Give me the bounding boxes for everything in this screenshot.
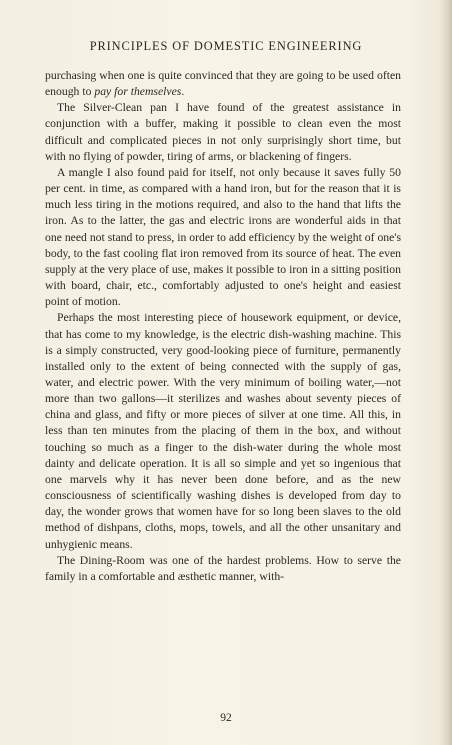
page-number: 92 [220, 712, 232, 724]
paragraph-1-text: purchasing when one is quite convinced that they are going to be used often enough to [45, 69, 401, 99]
paragraph-1-emphasis: pay for themselves [94, 85, 182, 99]
paragraph-3: A mangle I also found paid for itself, not only because it saves fully 50 per cent. in time, as compared with a hand iron, but for the reason that it is much less tiring in the motions required, and also to the hand that lifts the iron. As to the latter, the gas and electric irons are wonderful aids in that one need not stand to press, in order to add efficiency by the weight of one's body, to the fast cooling flat iron removed from its source of heat. The even supply at the very place of use, makes it possible to iron in a sitting position with board, chair, etc., comfortably adjusted to one's height and easiest point of motion. [45, 165, 401, 309]
paragraph-4: Perhaps the most interesting piece of housework equipment, or device, that has come to my knowledge, is the electric dish-washing machine. This is a simply constructed, very good-looking piece of furniture, permanently installed only to the extent of being connected with the supply of gas, water, and electric power. With the very minimum of boiling water,—not more than two gallons—it sterilizes and washes about seventy pieces of china and glass, and fifty or more pieces of silver at one time. All this, in less than ten minutes from the placing of them in the box, and without touching so much as a finger to the dish-water during the whole most dainty and delicate operation. It is all so simple and yet so ingenious that one marvels why it has never been done before, and as the new consciousness of scientifically washing dishes is developed from day to day, the wonder grows that women have for so long been slaves to the old method of dishpans, cloths, mops, towels, and all the other unsanitary and unhygienic means. [45, 311, 401, 551]
paragraph-5: The Dining-Room was one of the hardest problems. How to serve the family in a comfortable and æsthetic manner, with- [45, 553, 401, 583]
page-edge-shadow [438, 0, 452, 745]
paragraph-1-end: . [181, 85, 185, 99]
body-text [45, 68, 401, 585]
running-head: PRINCIPLES OF DOMESTIC ENGINEERING [89, 39, 363, 53]
paragraph-2: The Silver-Clean pan I have found of the greatest assistance in conjunction with a buffer, making it possible to clean even the most difficult and complicated pieces in not only surprisingly short time, but with no flying of powder, tiring of arms, or blackening of fingers. [45, 101, 401, 163]
paragraph-1 [45, 68, 401, 100]
